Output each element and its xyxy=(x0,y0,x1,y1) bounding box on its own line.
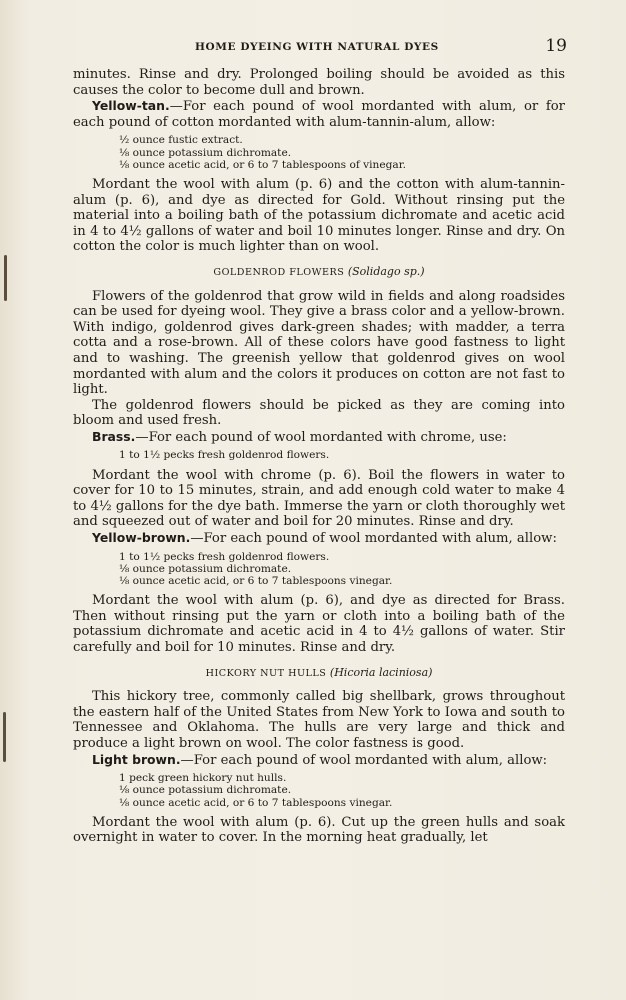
paragraph-goldenrod-2: The goldenrod flowers should be picked as they are coming into bloom and used fresh. xyxy=(73,397,565,429)
recipe-light-brown xyxy=(119,772,565,809)
recipe-line: ⅛ ounce acetic acid, or 6 to 7 tablespoons of vinegar. xyxy=(119,158,406,171)
paragraph-goldenrod-1: Flowers of the goldenrod that grow wild in fields and along roadsides can be used for dyeing wool. They give a brass color and a yellow-brown. With indigo, goldenrod gives dark-green shades; with madder, a terra cotta and a rose-brown. All of these colors have good fastness to light and to washing. The greenish yellow that goldenrod gives on wool mordanted with alum and the colors it produces on cotton are not fast to light. xyxy=(73,288,565,398)
recipe-line: ⅛ ounce acetic acid, or 6 to 7 tablespoons vinegar. xyxy=(119,796,393,809)
body-text xyxy=(73,67,565,846)
section-heading-goldenrod xyxy=(73,264,565,281)
section-title: GOLDENROD FLOWERS xyxy=(213,266,345,278)
recipe-line: ⅛ ounce potassium dichromate. xyxy=(119,146,292,159)
scientific-name: (Solidago sp.) xyxy=(347,264,425,278)
yellow-brown-label: Yellow-brown. xyxy=(92,530,191,546)
yellow-brown-text: —For each pound of wool mordanted with alum, allow: xyxy=(190,531,557,547)
page-number: 19 xyxy=(545,36,567,56)
scientific-name: (Hicoria laciniosa) xyxy=(329,665,433,679)
paragraph-yellow-tan-method: Mordant the wool with alum (p. 6) and the cotton with alum-tannin-alum (p. 6), and dye as directed for Gold. Without rinsing put the material into a boiling bath of the potassium dichromate and acetic acid in 4 to 4½ gallons of water and boil 10 minutes longer. Rinse and dry. On cotton the color is much lighter than on wool. xyxy=(73,176,565,255)
paragraph-yellow-tan xyxy=(73,98,565,130)
paragraph-brass xyxy=(73,429,565,446)
paragraph-light-brown xyxy=(73,752,565,769)
running-head: HOME DYEING WITH NATURAL DYES xyxy=(195,41,439,53)
brass-text: —For each pound of wool mordanted with chrome, use: xyxy=(135,429,507,445)
light-brown-label: Light brown. xyxy=(92,751,181,767)
yellow-tan-label: Yellow-tan. xyxy=(92,98,170,114)
binding-mark xyxy=(3,712,6,762)
paragraph-yellow-brown-method: Mordant the wool with alum (p. 6), and dye as directed for Brass. Then without rinsing put the yarn or cloth into a boiling bath of the potassium dichromate and acetic acid in 4 to 4½ gallons of water. Stir carefully and boil for 10 minutes. Rinse and dry. xyxy=(73,593,565,656)
yellow-tan-text: —For each pound of wool mordanted with alum, or for each pound of cotton mordanted with alum-tannin-alum, allow: xyxy=(73,99,565,130)
recipe-line: 1 peck green hickory nut hulls. xyxy=(119,772,287,785)
paragraph-light-brown-method: Mordant the wool with alum (p. 6). Cut up the green hulls and soak overnight in water to cover. In the morning heat gradually, let xyxy=(73,814,565,846)
recipe-line: ⅛ ounce acetic acid, or 6 to 7 tablespoons vinegar. xyxy=(119,575,393,588)
recipe-yellow-tan xyxy=(119,134,565,171)
recipe-yellow-brown xyxy=(119,551,565,588)
brass-label: Brass. xyxy=(92,428,136,444)
paragraph-brass-method: Mordant the wool with chrome (p. 6). Boil the flowers in water to cover for 10 to 15 minutes, strain, and add enough cold water to make 4 to 4½ gallons for the dye bath. Immerse the yarn or cloth thoroughly wet and squeezed out of water and boil for 20 minutes. Rinse and dry. xyxy=(73,467,565,530)
recipe-line: ⅛ ounce potassium dichromate. xyxy=(119,562,292,575)
light-brown-text: —For each pound of wool mordanted with alum, allow: xyxy=(180,752,548,768)
paragraph-intro: minutes. Rinse and dry. Prolonged boiling should be avoided as this causes the color to become dull and brown. xyxy=(73,67,565,98)
page-header xyxy=(75,36,567,58)
paragraph-yellow-brown xyxy=(73,530,565,547)
paragraph-hickory-1: This hickory tree, commonly called big shellbark, grows throughout the eastern half of the United States from New York to Iowa and south to Tennessee and Oklahoma. The hulls are very large and thick and produce a light brown on wool. The color fastness is good. xyxy=(73,689,565,752)
recipe-brass xyxy=(119,449,565,461)
section-heading-hickory xyxy=(73,665,565,682)
recipe-line: 1 to 1½ pecks fresh goldenrod flowers. xyxy=(119,449,330,462)
recipe-line: 1 to 1½ pecks fresh goldenrod flowers. xyxy=(119,550,330,563)
recipe-line: ⅛ ounce potassium dichromate. xyxy=(119,784,292,797)
binding-mark xyxy=(4,255,7,301)
recipe-line: ½ ounce fustic extract. xyxy=(119,134,243,147)
section-title: HICKORY NUT HULLS xyxy=(205,667,327,679)
